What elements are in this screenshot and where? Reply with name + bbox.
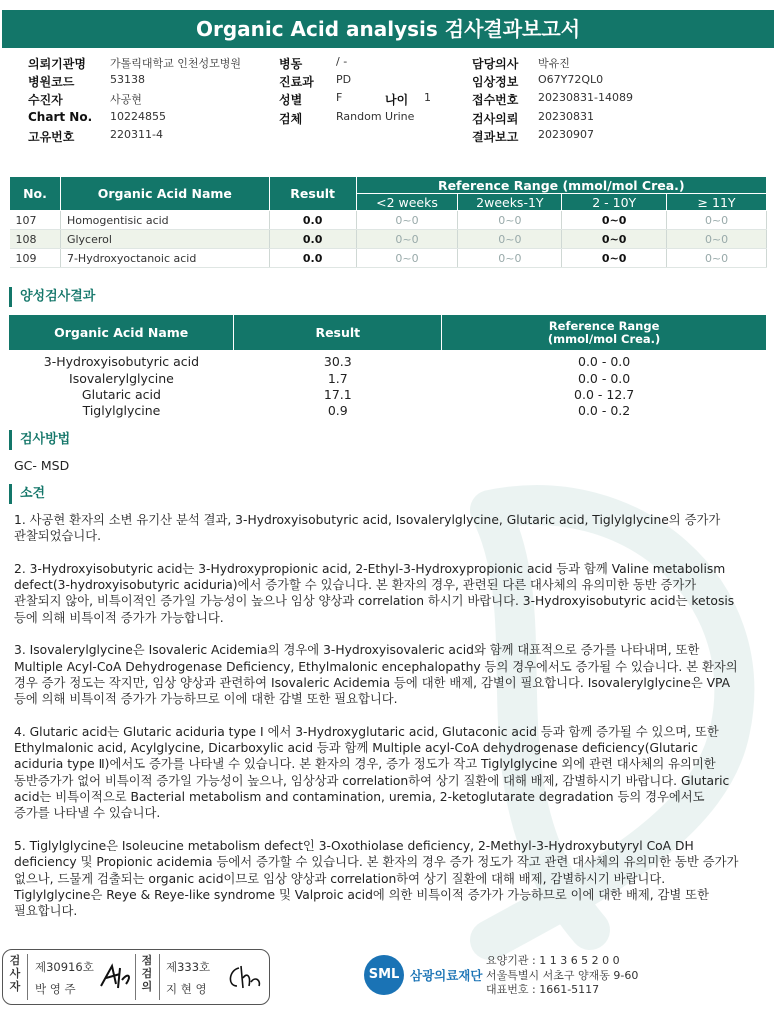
row-result: 0.0 bbox=[269, 230, 356, 249]
finding-paragraph: 2. 3-Hydroxyisobutyric acid는 3-Hydroxypropionic acid, 2-Ethyl-3-Hydroxypropionic acid 등과 함께 Valine metabolism defect(3-hydroxyisobutyric aciduria)에서 증가할 수 있습니다. 본 환자의 경우, 관련된 다른 대사체의 유의미한 동반 증가가 관찰되지 않아, 비특이적인 증가일 가능성이 높으나 임상 양상과 correlation 하시기 바랍니다. 3-Hydroxyisobutyric acid는 ketosis 등에 의해 비특이적 증가가 가능합니다. bbox=[14, 561, 735, 625]
pos-result: 17.1 bbox=[323, 386, 352, 402]
info-value: 20230907 bbox=[538, 127, 594, 141]
info-label: 성별 bbox=[279, 93, 303, 108]
pos-name: Isovalerylglycine bbox=[69, 370, 174, 386]
address-line: 대표번호 : 1661-5117 bbox=[486, 983, 600, 996]
patient-info bbox=[28, 55, 748, 146]
row-range: 0~0 bbox=[562, 230, 667, 249]
info-label: 병동 bbox=[279, 57, 303, 71]
info-value: 가톨릭대학교 인천성모병원 bbox=[110, 57, 242, 70]
info-value: / - bbox=[336, 55, 348, 68]
row-range: 0~0 bbox=[356, 211, 458, 230]
reviewer-license: 제333호 bbox=[166, 960, 211, 974]
row-range: 0~0 bbox=[562, 211, 667, 230]
col-header-no: No. bbox=[10, 177, 61, 211]
info-row bbox=[28, 128, 748, 146]
row-name: Glycerol bbox=[60, 230, 269, 249]
info-label: Chart No. bbox=[28, 109, 93, 124]
info-value: 사공현 bbox=[110, 93, 142, 107]
findings-body bbox=[14, 512, 766, 936]
pos-header-result: Result bbox=[234, 315, 442, 350]
col-header-reference: Reference Range (mmol/mol Crea.) bbox=[356, 177, 766, 194]
method-text: GC- MSD bbox=[14, 458, 70, 473]
info-row bbox=[28, 91, 748, 109]
finding-paragraph: 1. 사공현 환자의 소변 유기산 분석 결과, 3-Hydroxyisobutyric acid, Isovalerylglycine, Glutaric acid, Tiglylglycine의 증가가 관찰되었습니다. bbox=[14, 513, 721, 544]
row-result: 0.0 bbox=[269, 249, 356, 268]
col-header-result: Result bbox=[269, 177, 356, 211]
row-range: 0~0 bbox=[458, 230, 562, 249]
pos-reference: 0.0 - 12.7 bbox=[574, 386, 635, 402]
info-label: 담당의사 bbox=[472, 57, 519, 71]
row-range: 0~0 bbox=[667, 249, 767, 268]
finding-paragraph: 5. Tiglylglycine은 Isoleucine metabolism defect인 3-Oxothiolase deficiency, 2-Methyl-3-Hydroxybutyryl CoA DH deficiency 및 Propionic acidemia 등에서 증가할 수 있습니다. 본 환자의 경우 증가 정도가 작고 관련 대사체의 유의미한 동반 증가가 없으나, 드물게 검출되는 organic acid이므로 임상 양상과 correlation하여 상기 질환에 대해 배제, 감별하시기 바랍니다. Tiglylglycine은 Reye & Reye-like syndrome 및 Valproic acid에 의한 비특이적 증가가 가능하므로 이에 대한 배제, 감별 또한 필요합니다. bbox=[14, 838, 739, 919]
range-header: 2 - 10Y bbox=[562, 194, 667, 211]
pos-result: 30.3 bbox=[323, 354, 352, 370]
info-value: 20230831 bbox=[538, 109, 594, 123]
row-range: 0~0 bbox=[562, 249, 667, 268]
positive-results-table bbox=[9, 315, 767, 420]
inspector-label: 검사자 bbox=[9, 954, 21, 993]
table-row bbox=[9, 387, 767, 403]
row-no: 107 bbox=[10, 211, 61, 230]
inspector-license: 제30916호 bbox=[35, 960, 94, 974]
info-value: 53138 bbox=[110, 73, 145, 87]
info-label: 수진자 bbox=[28, 93, 63, 108]
info-label: 검체 bbox=[279, 111, 303, 126]
col-header-name: Organic Acid Name bbox=[60, 177, 269, 211]
info-label: 임상정보 bbox=[472, 75, 519, 90]
footer bbox=[2, 949, 774, 1009]
info-value: Random Urine bbox=[336, 109, 415, 123]
inspector-signature-icon bbox=[98, 962, 134, 992]
finding-paragraph: 3. Isovalerylglycine은 Isovaleric Acidemia의 경우에 3-Hydroxyisovaleric acid와 함께 대표적으로 증가를 나타내며, 또한 Multiple Acyl-CoA Dehydrogenase Deficiency, Ethylmalonic encephalopathy 등의 경우에서도 증가될 수 있습니다. 본 환자의 경우 증가 정도는 작지만, 임상 양상과 관련하여 Isovaleric Acidemia 등에 대한 배제, 감별이 필요합니다. Isovalerylglycine은 VPA 등에 의해 비특이적 증가가 가능하므로 이에 대한 감별 또한 필요합니다. bbox=[14, 643, 738, 707]
pos-reference: 0.0 - 0.0 bbox=[578, 354, 631, 370]
row-no: 109 bbox=[10, 249, 61, 268]
positive-results-heading: 양성검사결과 bbox=[9, 287, 309, 307]
info-label: 검사의뢰 bbox=[472, 111, 519, 126]
row-range: 0~0 bbox=[458, 249, 562, 268]
table-row bbox=[9, 403, 767, 419]
range-header: ≥ 11Y bbox=[667, 194, 767, 211]
info-value: PD bbox=[336, 73, 352, 87]
info-label: 고유번호 bbox=[28, 129, 75, 144]
org-name: 삼광의료재단 bbox=[410, 968, 483, 983]
signature-box bbox=[2, 949, 270, 1005]
sml-logo: SML bbox=[364, 955, 404, 995]
finding-paragraph: 4. Glutaric acid는 Glutaric aciduria type I 에서 3-Hydroxyglutaric acid, Glutaconic acid 등과 함께 증가될 수 있으며, 또한 Ethylmalonic acid, Acylglycine, Dicarboxylic acid 등과 함께 Multiple acyl-CoA dehydrogenase deficiency(Glutaric aciduria type Ⅱ)에서도 증가를 나타낼 수 있습니다. 본 환자의 경우, 증가 정도가 작고 Tiglylglycine 외에 관련 대사체의 유의미한 동반증가가 없어 비특이적 증가일 가능성이 높으나, 임상상과 correlation하여 상기 질환에 대해 배제, 감별하시기 바랍니다. Glutaric acid는 비특이적으로 Bacterial metabolism and contamination, uremia, 2-ketoglutarate degradation 등의 경우에서도 증가를 나타낼 수 있습니다. bbox=[14, 724, 730, 821]
age-value: 1 bbox=[424, 91, 431, 105]
info-value: 220311-4 bbox=[110, 127, 163, 141]
info-value: O67Y72QL0 bbox=[538, 73, 604, 87]
pos-reference: 0.0 - 0.2 bbox=[578, 403, 631, 419]
info-row bbox=[28, 110, 748, 128]
address-line: 서울특별시 서초구 양재동 9-60 bbox=[486, 968, 639, 982]
range-header: <2 weeks bbox=[356, 194, 458, 211]
method-heading: 검사방법 bbox=[9, 430, 309, 450]
info-row bbox=[28, 55, 748, 73]
pos-name: 3-Hydroxyisobutyric acid bbox=[43, 354, 200, 370]
row-range: 0~0 bbox=[667, 230, 767, 249]
table-row bbox=[10, 211, 767, 230]
row-no: 108 bbox=[10, 230, 61, 249]
table-row bbox=[9, 370, 767, 386]
info-value: 10224855 bbox=[110, 109, 166, 123]
table-row bbox=[10, 249, 767, 268]
pos-header-name: Organic Acid Name bbox=[9, 315, 234, 350]
range-header: 2weeks-1Y bbox=[458, 194, 562, 211]
info-value: 20230831-14089 bbox=[538, 91, 633, 105]
pos-name: Tiglylglycine bbox=[82, 403, 161, 419]
row-range: 0~0 bbox=[458, 211, 562, 230]
info-label: 의뢰기관명 bbox=[28, 57, 86, 71]
pos-name: Glutaric acid bbox=[81, 386, 161, 402]
org-address bbox=[486, 954, 638, 998]
pos-result: 0.9 bbox=[327, 403, 348, 419]
info-value: 박유진 bbox=[538, 57, 570, 70]
row-result: 0.0 bbox=[269, 211, 356, 230]
address-line: 요양기관 : 1 1 3 6 5 2 0 0 bbox=[486, 954, 620, 967]
info-label: 진료과 bbox=[279, 75, 314, 90]
pos-reference: 0.0 - 0.0 bbox=[578, 370, 631, 386]
info-value: F bbox=[336, 91, 343, 105]
pos-result: 1.7 bbox=[327, 370, 348, 386]
info-label: 접수번호 bbox=[472, 93, 519, 108]
reviewer-label: 점검의 bbox=[141, 954, 153, 993]
report-title: Organic Acid analysis 검사결과보고서 bbox=[2, 10, 774, 48]
results-table bbox=[9, 176, 767, 268]
row-range: 0~0 bbox=[356, 230, 458, 249]
row-name: 7-Hydroxyoctanoic acid bbox=[60, 249, 269, 268]
reviewer-signature-icon bbox=[225, 962, 263, 992]
reviewer-name: 지 현 영 bbox=[166, 982, 207, 996]
pos-header-reference bbox=[442, 315, 767, 350]
pos-header-reference-text: Reference Range (mmol/mol Crea.) bbox=[547, 318, 661, 346]
age-label: 나이 bbox=[385, 93, 409, 108]
info-label: 병원코드 bbox=[28, 75, 75, 90]
table-row bbox=[10, 230, 767, 249]
info-row bbox=[28, 73, 748, 91]
findings-heading: 소견 bbox=[9, 484, 309, 504]
row-name: Homogentisic acid bbox=[60, 211, 269, 230]
info-label: 결과보고 bbox=[472, 129, 519, 144]
table-row bbox=[9, 354, 767, 370]
inspector-name: 박 영 주 bbox=[35, 982, 76, 996]
row-range: 0~0 bbox=[356, 249, 458, 268]
row-range: 0~0 bbox=[667, 211, 767, 230]
